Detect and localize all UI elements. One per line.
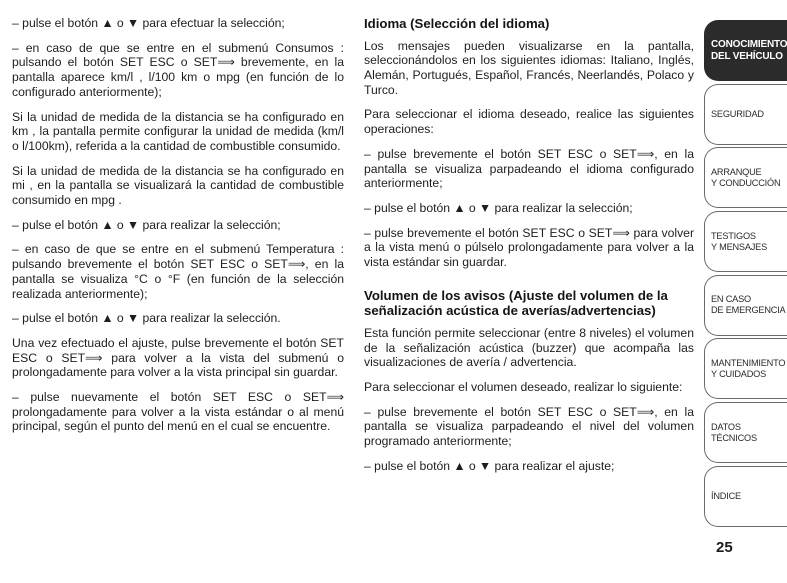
paragraph: Los mensajes pueden visualizarse en la pantalla, seleccionándolos en los siguientes idiomas: Italiano, Inglés, Alemán, Portugués, Español, Francés, Neerlandés, Polaco y Turco. xyxy=(364,38,694,97)
tab-label: SEGURIDAD xyxy=(711,108,764,119)
paragraph: Esta función permite seleccionar (entre 8 niveles) el volumen de la señalización acústica (buzzer) que acompaña las visualizaciones de avería / advertencia. xyxy=(364,325,694,370)
paragraph: – pulse brevemente el botón SET ESC o SET⟹, en la pantalla se visualiza parpadeando el idioma configurado anteriormente; xyxy=(364,146,694,191)
tab-label: TESTIGOS Y MENSAJES xyxy=(711,230,768,252)
chapter-tabs xyxy=(704,20,787,530)
paragraph: – pulse el botón ▲ o ▼ para realizar la selección; xyxy=(364,200,633,215)
page-number: 25 xyxy=(716,539,733,556)
paragraph: – pulse el botón ▲ o ▼ para realizar la selección. xyxy=(12,311,281,326)
paragraph: – pulse brevemente el botón SET ESC o SET⟹, en la pantalla se visualiza parpadeando el nivel del volumen programado anteriormente; xyxy=(364,404,694,449)
paragraph: Una vez efectuado el ajuste, pulse brevemente el botón SET ESC o SET⟹ para volver a la vista del submenú o prolongadamente para volver a la vista principal sin guardar. xyxy=(12,335,344,380)
paragraph: – pulse nuevamente el botón SET ESC o SET⟹ prolongadamente para volver a la vista estándar o al menú principal, según el punto del menú en el cual se encuentre. xyxy=(12,390,344,434)
tab-label: ARRANQUE Y CONDUCCIÓN xyxy=(711,166,781,188)
paragraph: Para seleccionar el idioma deseado, realice las siguientes operaciones: xyxy=(364,107,694,137)
section-heading-volumen: Volumen de los avisos (Ajuste del volumen de la señalización acústica de averías/advertencias) xyxy=(364,287,668,319)
tab-label: EN CASO DE EMERGENCIA xyxy=(711,294,786,316)
paragraph: – pulse el botón ▲ o ▼ para efectuar la selección; xyxy=(12,16,285,30)
section-heading-idioma: Idioma (Selección del idioma) xyxy=(364,16,550,31)
paragraph: – pulse brevemente el botón SET ESC o SET⟹ para volver a la vista menú o púlselo prolongadamente para volver a la vista estándar sin guardar. xyxy=(364,225,694,270)
paragraph: Para seleccionar el volumen deseado, realizar lo siguiente: xyxy=(364,380,683,395)
tab-label: MANTENIMIENTO Y CUIDADOS xyxy=(711,357,786,379)
tab-conocimiento-del-vehiculo[interactable] xyxy=(704,20,787,81)
paragraph: – pulse el botón ▲ o ▼ para realizar el ajuste; xyxy=(364,458,615,473)
paragraph: – en caso de que se entre en el submenú Consumos : pulsando el botón SET ESC o SET⟹ brevemente, en la pantalla aparece km/l , l/100 km o mpg (en función de lo configurado anteriormente); xyxy=(12,40,344,99)
tab-indice[interactable] xyxy=(704,466,787,527)
tab-mantenimiento-y-cuidados[interactable] xyxy=(704,338,787,399)
tab-arranque-y-conduccion[interactable] xyxy=(704,147,787,208)
middle-column xyxy=(364,16,694,484)
tab-seguridad[interactable] xyxy=(704,84,787,145)
tab-label: ÍNDICE xyxy=(711,490,741,501)
paragraph: – pulse el botón ▲ o ▼ para realizar la selección; xyxy=(12,217,281,232)
paragraph: Si la unidad de medida de la distancia se ha configurado en mi , en la pantalla se visualizará la cantidad de combustible consumido en mpg . xyxy=(12,163,344,208)
tab-label: CONOCIMIENTO DEL VEHÍCULO xyxy=(711,38,787,62)
paragraph: Si la unidad de medida de la distancia se ha configurado en km , la pantalla permite configurar la unidad de medida (km/l o l/100km), referida a la cantidad de combustible consumido. xyxy=(12,109,344,153)
tab-datos-tecnicos[interactable] xyxy=(704,402,787,463)
paragraph: – en caso de que se entre en el submenú Temperatura : pulsando brevemente el botón SET ESC o SET⟹, en la pantalla se visualiza °C o °F (en función de la selección realizada anteriormente); xyxy=(12,242,344,301)
tab-label: DATOS TÉCNICOS xyxy=(711,421,757,443)
left-column xyxy=(12,16,344,444)
tab-testigos-y-mensajes[interactable] xyxy=(704,211,787,272)
tab-en-caso-de-emergencia[interactable] xyxy=(704,275,787,336)
